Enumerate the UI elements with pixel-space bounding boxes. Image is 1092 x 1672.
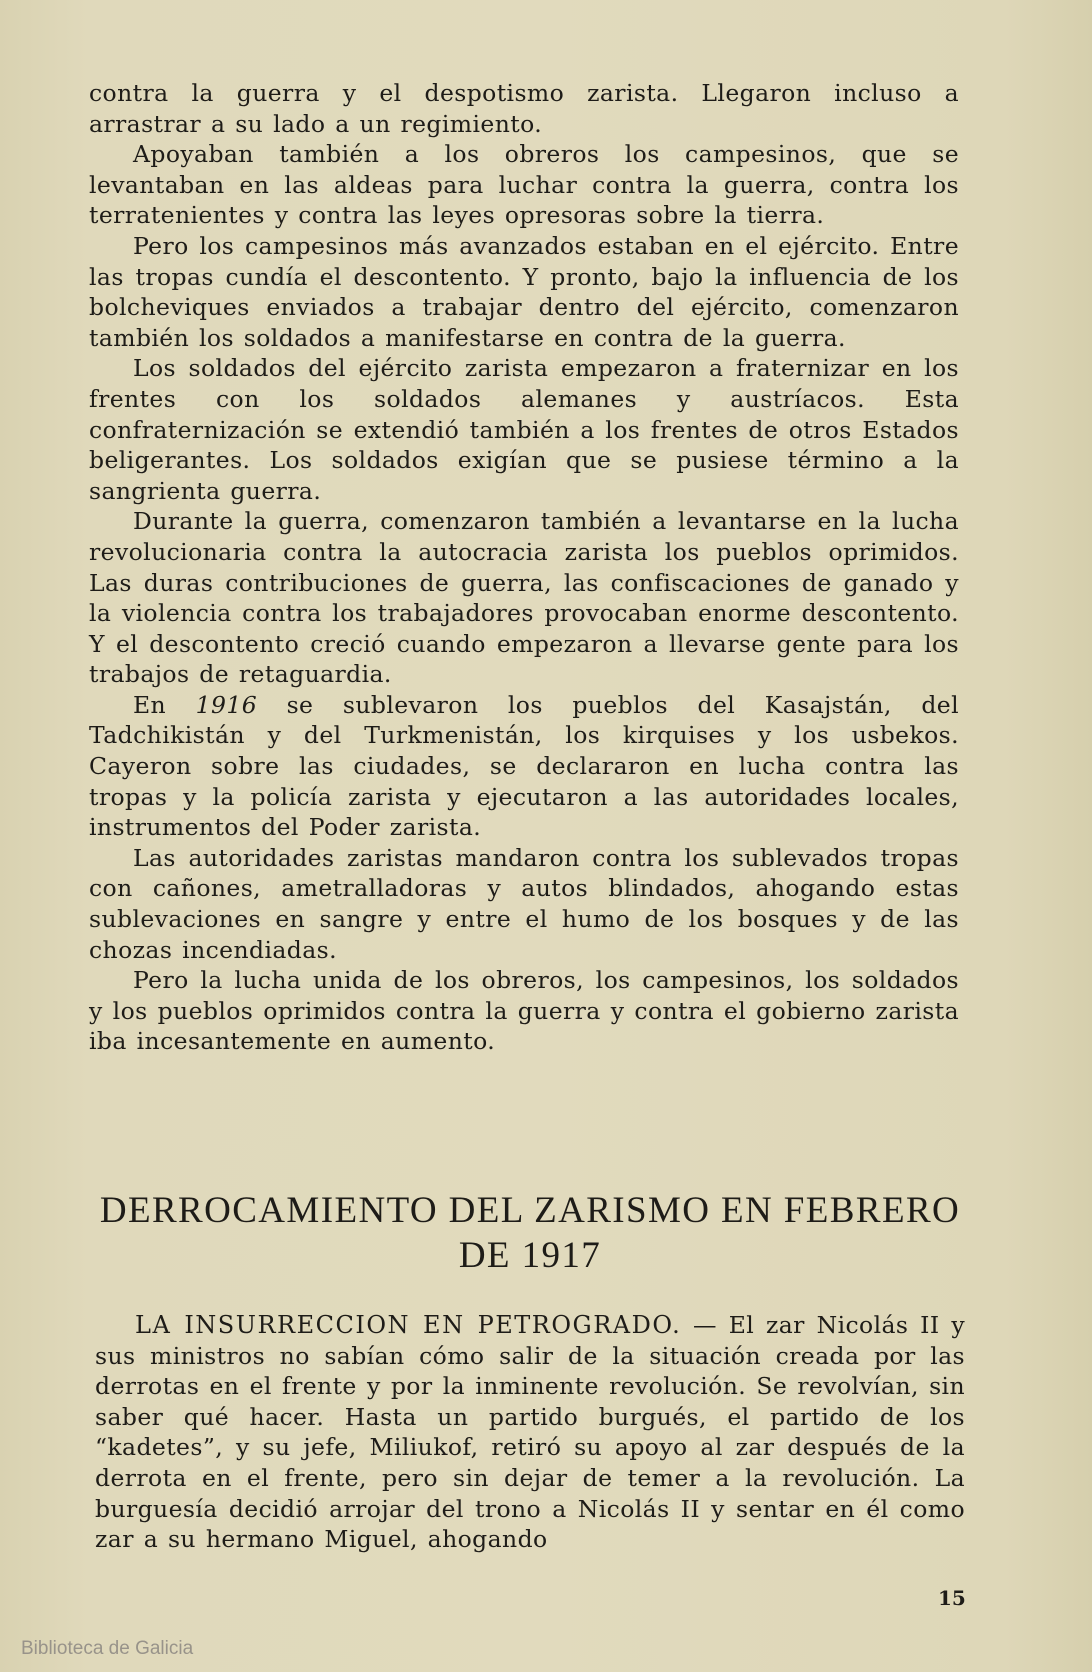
paragraph-fraternizacion: Los soldados del ejército zarista empezaron a fraternizar en los frentes con los soldados alemanes y austríacos. Esta confraternización se extendió también a los frentes de otros Estados beligerantes. Los soldados exigían que se pusiese término a la sangrienta guerra. bbox=[89, 354, 959, 505]
chapter-title-line2: DE 1917 bbox=[458, 1235, 602, 1276]
section-body: — El zar Nicolás II y sus ministros no sabían cómo salir de la situación creada por las derrotas en el frente y por la inminente revolución. Se revolvían, sin saber qué hacer. Hasta un partido burgués, el partido de los “kadetes”, y su jefe, Miliukof, retiró su apoyo al zar después de la derrota en el frente, pero sin dejar de temer a la revolución. La burguesía decidió arrojar del trono a Nicolás II y sentar en él como zar a su hermano Miguel, ahogando bbox=[95, 1311, 965, 1554]
paragraph-pueblos-oprimidos: Durante la guerra, comenzaron también a levantarse en la lucha revolucionaria contra la autocracia zarista los pueblos oprimidos. Las duras contribuciones de guerra, las confiscaciones de ganado y la violencia contra los trabajadores provocaban enorme descontento. Y el descontento creció cuando empezaron a llevarse gente para los trabajos de retaguardia. bbox=[89, 507, 959, 689]
paragraph-ejercito: Pero los campesinos más avanzados estaban en el ejército. Entre las tropas cundía el descontento. Y pronto, bajo la influencia de los bolcheviques enviados a trabajar dentro del ejército, comenzaron también los soldados a manifestarse en contra de la guerra. bbox=[89, 231, 959, 352]
paragraph-lucha-unida: Pero la lucha unida de los obreros, los campesinos, los soldados y los pueblos oprimidos contra la guerra y contra el gobierno zarista iba incesantemente en aumento. bbox=[89, 966, 959, 1056]
paragraph-represion: Las autoridades zaristas mandaron contra los sublevados tropas con cañones, ametralladoras y autos blindados, ahogando estas sublevaciones en sangre y entre el humo de los bosques y de las chozas incendiadas. bbox=[89, 843, 959, 964]
chapter-title-line1: DERROCAMIENTO DEL ZARISMO EN FEBRERO bbox=[99, 1190, 961, 1231]
chapter-title bbox=[80, 1188, 980, 1278]
page-number: 15 bbox=[938, 1586, 966, 1610]
section-heading: LA INSURRECCION EN PETROGRADO. bbox=[135, 1311, 682, 1339]
section-text bbox=[95, 1310, 965, 1555]
library-watermark: Biblioteca de Galicia bbox=[21, 1638, 194, 1659]
paragraph-insurreccion bbox=[95, 1310, 965, 1555]
paragraph-1916-prefix: En bbox=[133, 690, 196, 719]
paragraph-1916 bbox=[89, 690, 959, 843]
year-1916: 1916 bbox=[195, 690, 258, 719]
paragraph-campesinos: Apoyaban también a los obreros los campesinos, que se levantaban en las aldeas para luchar contra la guerra, contra los terratenientes y contra las leyes opresoras sobre la tierra. bbox=[89, 140, 959, 230]
paragraph-continuation: contra la guerra y el despotismo zarista. Llegaron incluso a arrastrar a su lado a un regimiento. bbox=[89, 79, 959, 138]
paragraph-1916-rest: se sublevaron los pueblos del Kasajstán, del Tadchikistán y del Turkmenistán, los kirquises y los usbekos. Cayeron sobre las ciudades, se declararon en lucha contra las tropas y la policía zarista y ejecutaron a las autoridades locales, instrumentos del Poder zarista. bbox=[89, 690, 959, 842]
body-text bbox=[89, 78, 959, 1057]
